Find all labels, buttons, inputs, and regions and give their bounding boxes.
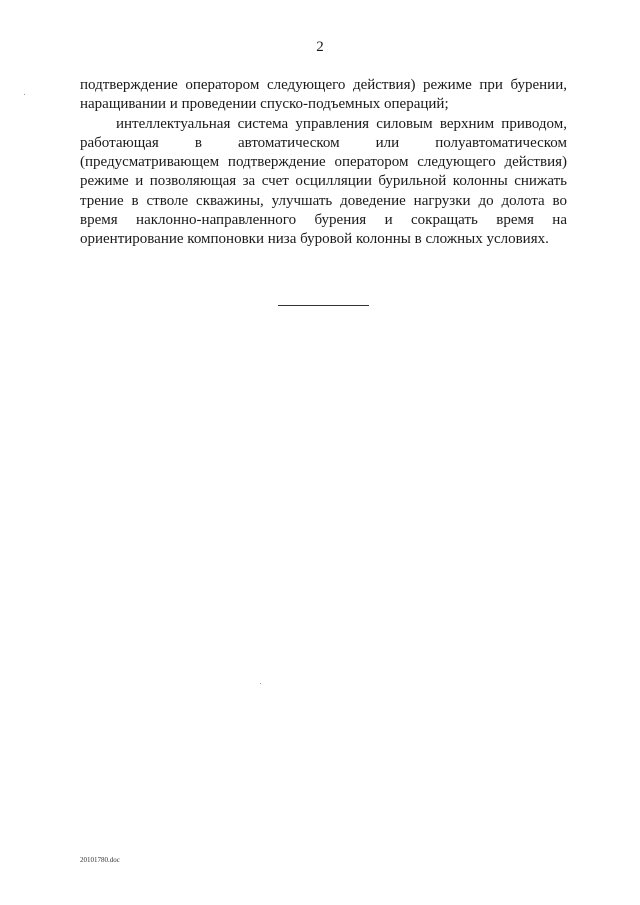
text-line: наращивании и проведении спуско-подъемных операций; bbox=[80, 96, 449, 113]
end-of-text-rule bbox=[278, 305, 369, 306]
text-line: интеллектуальная система управления силовым верхним приводом, bbox=[116, 115, 567, 132]
document-body bbox=[80, 76, 567, 250]
document-filename: 20101780.doc bbox=[80, 856, 120, 864]
text-line: трение в стволе скважины, улучшать доведение нагрузки до долота во bbox=[80, 192, 567, 209]
text-line: (предусматривающем подтверждение оператором следующего действия) bbox=[80, 154, 567, 171]
scan-speck bbox=[24, 94, 25, 95]
text-line: режиме и позволяющая за счет осцилляции бурильной колонны снижать bbox=[80, 173, 567, 190]
text-line: работающая в автоматическом или полуавтоматическом bbox=[80, 134, 567, 151]
text-line: ориентирование компоновки низа буровой колонны в сложных условиях. bbox=[80, 231, 549, 248]
page-number: 2 bbox=[316, 39, 324, 55]
scan-speck bbox=[260, 683, 261, 684]
paragraph-continuation bbox=[80, 76, 567, 115]
paragraph-intelligent-system bbox=[80, 115, 567, 250]
text-line: подтверждение оператором следующего действия) режиме при бурении, bbox=[80, 77, 567, 93]
text-line: время наклонно-направленного бурения и сокращать время на bbox=[80, 212, 567, 229]
